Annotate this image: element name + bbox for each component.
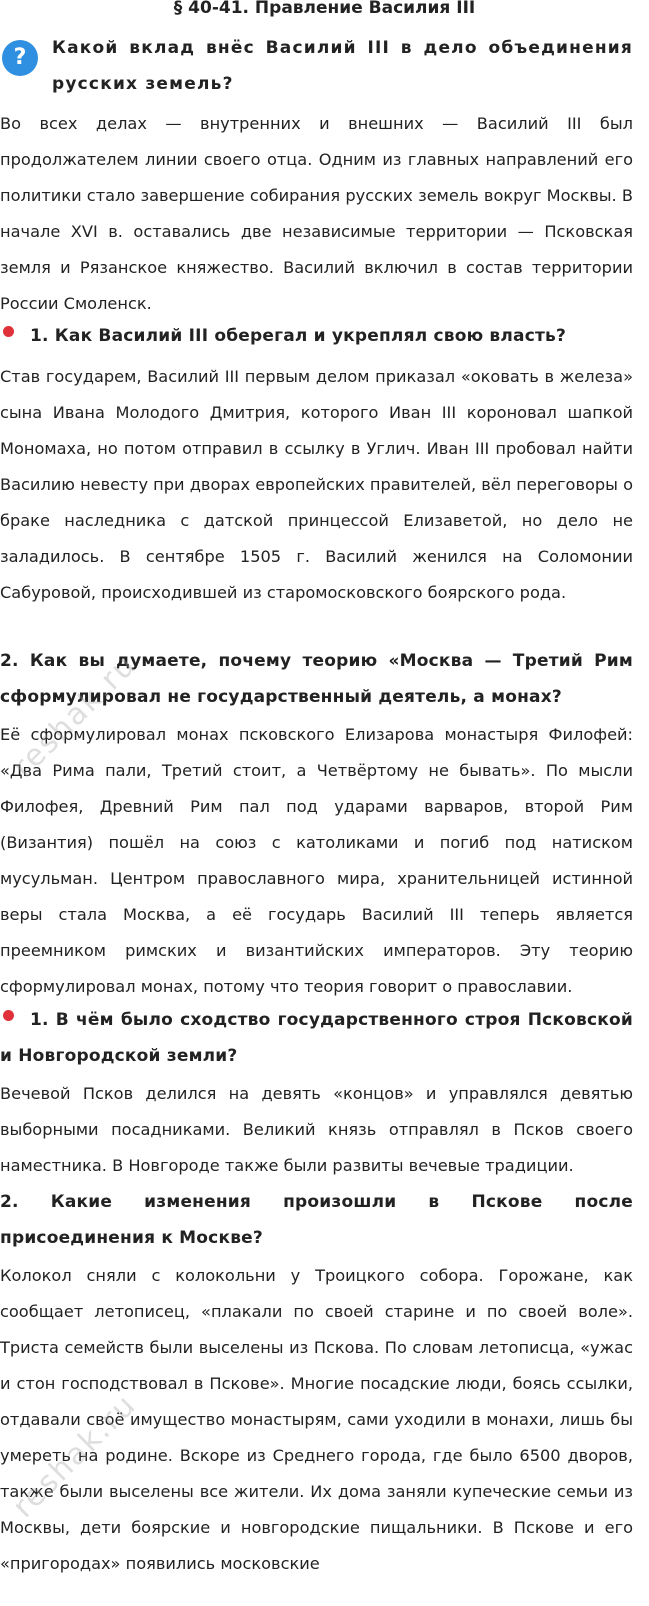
intro-paragraph: Во всех делах — внутренних и внешних — Василий III был продолжателем линии своего отца. Одним из главных направлений его политики стало завершение собирания русских земель вокруг Москвы. В начале XVI в. оставались две независимые территории — Псковская земля и Рязанское княжество. Василий включил в состав территории России Смоленск. xyxy=(0,114,633,313)
answer-1-paragraph: Став государем, Василий III первым делом приказал «оковать в железа» сына Ивана Молодого Дмитрия, которого Иван III короновал шапкой Мономаха, но потом отправил в ссылку в Углич. Иван III пробовал найти Василию невесту при дворах европейских правителей, вёл переговоры о браке наследника с датской принцессой Елизаветой, но дело не заладилось. В сентябре 1505 г. Василий женился на Соломонии Сабуровой, происходившей из старомосковского боярского рода. xyxy=(0,367,633,602)
page-title: § 40-41. Правление Василия III xyxy=(173,0,476,18)
question-4-heading: 2. Какие изменения произошли в Пскове после присоединения к Москве? xyxy=(0,1192,633,1248)
question-3-heading: 1. В чём было сходство государственного строя Псковской и Новгородской земли? xyxy=(0,1010,633,1066)
question-1-heading: 1. Как Василий III оберегал и укреплял свою власть? xyxy=(30,326,567,346)
watermark: reshak.ru xyxy=(6,647,144,785)
question-2-heading: 2. Как вы думаете, почему теорию «Москва — Третий Рим сформулировал не государственный деятель, а монах? xyxy=(0,651,633,707)
question-icon: ? xyxy=(2,40,38,76)
watermark: reshak.ru xyxy=(6,1387,144,1525)
answer-3-paragraph: Вечевой Псков делился на девять «концов» и управлялся девятью выборными посадниками. Великий князь отправлял в Псков своего наместника. В Новгороде также были развиты вечевые традиции. xyxy=(0,1084,633,1175)
red-bullet-icon xyxy=(3,326,14,337)
answer-2-paragraph: Её сформулировал монах псковского Елизарова монастыря Филофей: «Два Рима пали, Третий стоит, а Четвёртому не бывать». По мысли Филофея, Древний Рим пал под ударами варваров, второй Рим (Византия) пошёл на союз с католиками и погиб под натиском мусульман. Центром православного мира, хранительницей истинной веры стала Москва, а её государь Василий III теперь является преемником римских и византийских императоров. Эту теорию сформулировал монах, потому что теория говорит о православии. xyxy=(0,725,633,996)
intro-question: Какой вклад внёс Василий III в дело объединения русских земель? xyxy=(52,38,633,94)
answer-4-paragraph: Колокол сняли с колокольни у Троицкого собора. Горожане, как сообщает летописец, «плакали по своей старине и по своей воле». Триста семейств были выселены из Пскова. По словам летописца, «ужас и стон господствовал в Пскове». Многие посадские люди, боясь ссылки, отдавали своё имущество монастырям, сами уходили в монахи, лишь бы умереть на родине. Вскоре из Среднего города, где было 6500 дворов, также были выселены все жители. Их дома заняли купеческие семьи из Москвы, дети боярские и новгородские пищальники. В Пскове и его «пригородах» появились московские xyxy=(0,1266,633,1573)
